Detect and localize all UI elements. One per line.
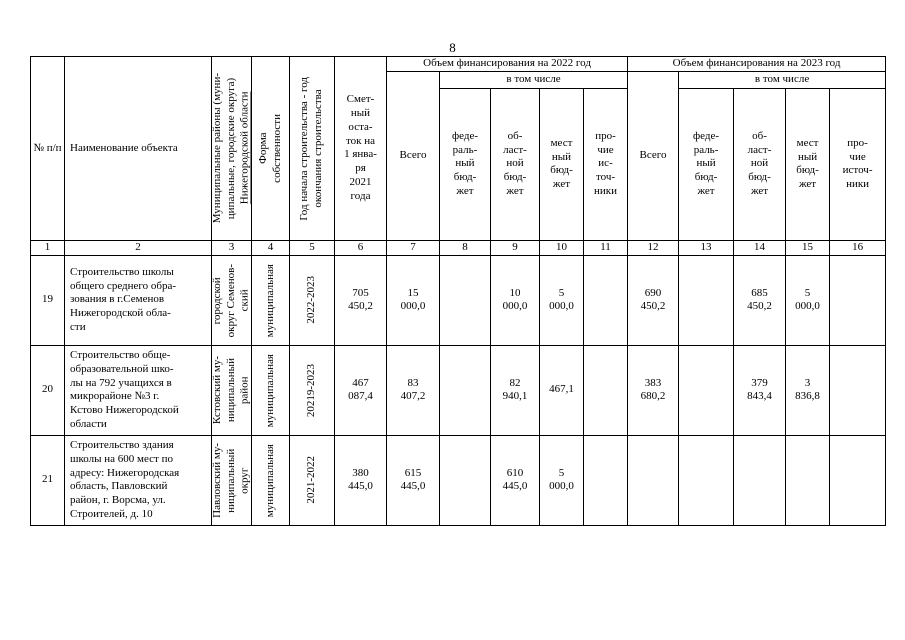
text-line: ласт- [503,143,527,156]
federal-2023-cell [679,435,734,525]
text-line: 445,0 [348,480,373,493]
col-number: 10 [540,240,584,255]
text-line: 087,4 [348,390,373,403]
local-2023-cell [786,435,830,525]
text-line: об- [752,129,767,142]
financing-table [30,56,886,526]
text-line: область, Павловский [70,480,168,493]
text-line: 000,0 [549,300,574,313]
text-line: бюд- [748,171,771,184]
text-line: 450,2 [348,300,373,313]
regional-2023-cell [734,435,786,525]
text-line: 615 [404,466,422,479]
regional-2022-cell [491,435,540,525]
header-incl-2022: в том числе [440,71,628,88]
text-line: чие [849,150,866,163]
total-2023-cell [628,435,679,525]
col-number: 2 [65,240,212,255]
col-number: 14 [734,240,786,255]
text-line: 705 [352,286,369,299]
text-line: ный [350,107,371,120]
federal-2022-cell [440,435,491,525]
header-fin-2022: Объем финансирования на 2022 год [387,57,628,72]
federal-2022-cell [440,345,491,435]
col-number: 8 [440,240,491,255]
text-line: жет [506,184,524,197]
other-2022-cell [584,345,628,435]
text-line: сти [70,320,86,333]
text-line: источ- [842,164,873,177]
total-2022-cell [387,345,440,435]
text-line: жет [798,178,817,190]
header-other-2023 [830,88,886,240]
text-line: микрорайоне №3 г. [70,390,160,403]
text-line: мест [796,136,819,149]
text-line: жет [750,184,769,197]
header-local-2023 [786,88,830,240]
remainder-cell [335,435,387,525]
total-2022-cell [387,435,440,525]
text-line: раль- [693,143,719,156]
text-line: ной [750,157,769,170]
text-line: 380 [352,466,369,479]
text-line: бюд- [796,164,819,177]
text-line: об- [507,129,523,142]
text-line: городской [210,276,223,324]
text-line: 5 [558,466,565,479]
regional-2022-cell [491,255,540,345]
text-line: ный [696,157,716,170]
text-line: 843,4 [747,390,772,403]
text-line: ники [594,184,618,197]
text-line: Кстово Нижегородской [70,404,179,416]
object-name [65,435,212,525]
header-total-2022: Всего [387,71,440,240]
district-cell [212,255,252,345]
text-line: Строительство школы [70,265,174,278]
text-line: 940,1 [502,390,528,403]
text-line: 383 [644,376,662,389]
col-number: 7 [387,240,440,255]
text-line: чие [597,143,614,156]
object-name [65,255,212,345]
col-number: 15 [786,240,830,255]
text-line: 690 [644,286,662,299]
text-line: 82 [509,376,521,389]
header-regional-2022 [491,88,540,240]
text-line: округ [238,467,251,494]
federal-2023-cell [679,255,734,345]
text-line: года [350,189,371,202]
text-line: ласт- [747,143,772,156]
text-line: жет [697,184,715,197]
text-line: ный [455,157,475,170]
text-line: 445,0 [400,480,426,493]
header-local-2022 [540,88,584,240]
text-line: феде- [451,129,478,142]
text-line: 000,0 [400,300,426,313]
header-years: Год начала строительства - год окончания строительства [290,57,335,241]
federal-2022-cell [440,255,491,345]
years-cell: 20219-2023 [290,345,335,435]
header-total-2023: Всего [628,71,679,240]
total-2023-cell [628,255,679,345]
text-line: жет [456,184,474,197]
text-line: 5 [558,286,565,299]
col-number: 5 [290,240,335,255]
years-cell: 2021-2022 [290,435,335,525]
header-num-text: № п/п [33,141,62,154]
text-line: бюд- [550,164,573,177]
other-2023-cell [830,345,886,435]
text-line: Кстовский му- [210,356,223,425]
text-line: район [238,376,251,405]
years-cell: 2022-2023 [290,255,335,345]
text-line: зования в г.Семенов [70,293,165,306]
text-line: ис- [598,157,613,170]
text-line: район, г. Ворсма, ул. [70,494,166,506]
row-number: 21 [31,435,65,525]
text-line: бюд- [694,171,718,184]
text-line: Нижегородской обла- [70,307,171,320]
text-line: Смет- [346,93,375,106]
table-body [31,255,886,525]
col-number: 4 [252,240,290,255]
local-2022-cell [540,345,584,435]
text-line: 379 [751,376,768,389]
text-line: 10 [509,286,521,299]
header-federal-2022 [440,88,491,240]
text-line: 450,2 [747,300,772,313]
text-line: феде- [693,129,720,142]
text-line: раль- [452,143,478,156]
text-line: ный [551,150,572,163]
text-line: ниципальный [224,358,237,423]
text-line: ток на [345,134,376,147]
regional-2023-cell [734,255,786,345]
text-line: общего среднего обра- [70,279,177,292]
text-line: про- [847,136,868,149]
total-2022-cell [387,255,440,345]
text-line: 1 янва- [344,148,377,161]
text-line: 610 [506,466,524,479]
text-line: 450,2 [640,300,666,313]
col-number: 16 [830,240,886,255]
text-line: 685 [751,286,768,299]
text-line: 467 [352,376,369,389]
text-line: округ Семенов- [224,263,237,337]
text-line: ря [355,162,366,175]
text-line: образовательной шко- [70,362,174,375]
total-2023-cell [628,345,679,435]
text-line: ной [506,157,524,170]
text-line: ный [797,150,818,163]
text-line: 5 [804,286,811,299]
text-line: 2021 [349,175,372,188]
other-2022-cell [584,435,628,525]
header-num [31,57,65,241]
text-line: 83 [407,376,419,389]
other-2023-cell [830,435,886,525]
header-district: Муниципальные районы (муни- ципальные, городские округа) Нижегородской области [212,57,252,241]
text-line: школы на 600 мест по [70,452,173,465]
text-line: Строительство обще- [70,349,171,361]
table-row [31,435,886,525]
text-line: 000,0 [549,480,574,493]
text-line: бюд- [503,171,527,184]
regional-2022-cell [491,345,540,435]
local-2022-cell [540,435,584,525]
col-number: 3 [212,240,252,255]
text-line: оста- [348,120,373,133]
text-line: лы на 792 учащихся в [70,376,172,389]
text-line: про- [595,129,616,142]
object-name [65,345,212,435]
ownership-cell: муниципальная [252,255,290,345]
ownership-cell: муниципальная [252,345,290,435]
text-line: 15 [407,286,419,299]
text-line: 445,0 [502,480,528,493]
district-cell [212,345,252,435]
header-other-2022 [584,88,628,240]
column-numbers-row [31,240,886,255]
ownership-cell: муниципальная [252,435,290,525]
header-remainder [335,57,387,241]
col-number: 9 [491,240,540,255]
text-line: 000,0 [795,300,820,313]
regional-2023-cell [734,345,786,435]
header-regional-2023 [734,88,786,240]
col-number: 6 [335,240,387,255]
local-2023-cell [786,345,830,435]
text-line: ники [846,178,870,190]
col-number: 12 [628,240,679,255]
text-line: 407,2 [400,390,426,403]
remainder-cell [335,345,387,435]
header-incl-2023: в том числе [679,71,886,88]
row-number: 19 [31,255,65,345]
text-line: Строителей, д. 10 [70,507,153,520]
row-number: 20 [31,345,65,435]
text-line: адресу: Нижегородская [70,466,180,479]
col-number: 1 [31,240,65,255]
text-line: Павловский му- [210,442,223,518]
remainder-cell [335,255,387,345]
text-line: 467,1 [549,383,574,396]
text-line: бюд- [453,171,477,184]
text-line: мест [550,136,573,149]
table-row [31,345,886,435]
other-2022-cell [584,255,628,345]
text-line: ниципальный [224,448,237,513]
text-line: 836,8 [795,390,820,403]
text-line: ский [238,289,251,312]
local-2022-cell [540,255,584,345]
header-ownership: Форма собственности [252,57,290,241]
other-2023-cell [830,255,886,345]
federal-2023-cell [679,345,734,435]
table-row [31,255,886,345]
header-fin-2023: Объем финансирования на 2023 год [628,57,886,72]
district-cell [212,435,252,525]
text-line: 000,0 [502,300,528,313]
text-line: Строительство здания [70,439,174,451]
text-line: области [70,417,107,430]
local-2023-cell [786,255,830,345]
page-number: 8 [449,40,456,55]
header-name: Наименование объекта [65,57,212,241]
col-number: 11 [584,240,628,255]
header-federal-2023 [679,88,734,240]
text-line: 680,2 [640,390,666,403]
text-line: жет [552,178,571,190]
text-line: точ- [595,171,616,184]
text-line: 3 [804,376,811,389]
col-number: 13 [679,240,734,255]
